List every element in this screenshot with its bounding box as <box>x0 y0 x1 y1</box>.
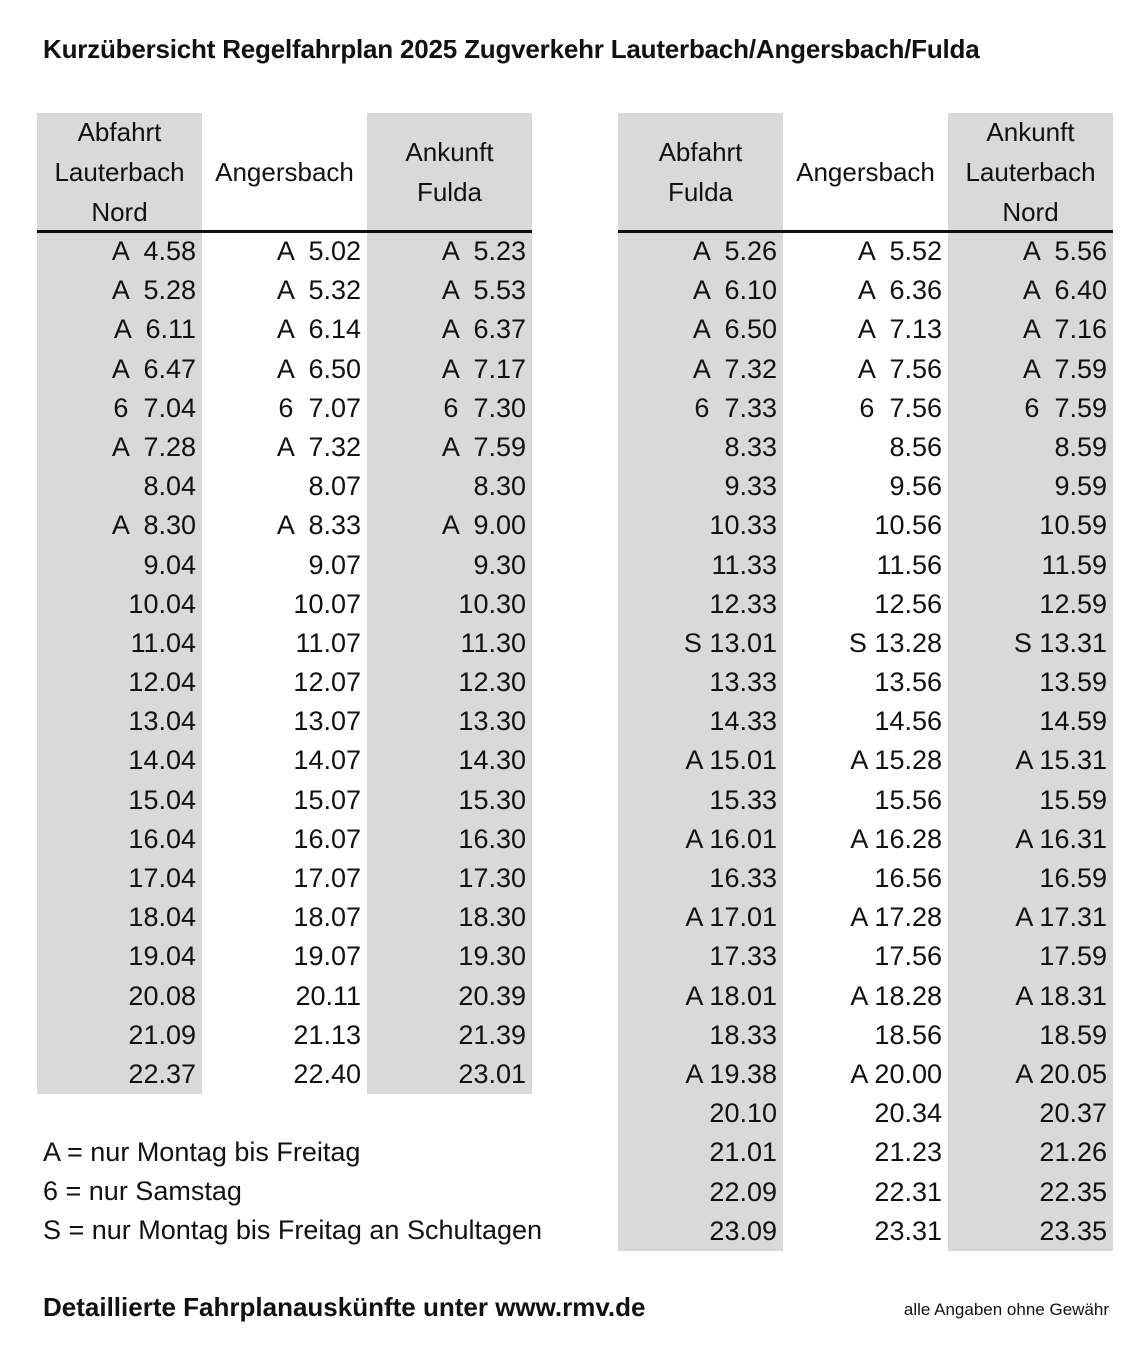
time-cell: A 19.38 <box>685 1058 777 1089</box>
column-cells <box>202 230 367 1094</box>
time-cell: A 15.01 <box>685 745 777 776</box>
time-cell: 18.04 <box>128 902 196 933</box>
column-cells <box>948 230 1113 1251</box>
time-cell: 21.26 <box>1039 1137 1107 1168</box>
time-cell: A 7.16 <box>1022 314 1107 345</box>
left-col-angersbach <box>202 113 367 1094</box>
time-cell: 22.31 <box>874 1176 942 1207</box>
time-cell: 8.59 <box>1054 431 1107 462</box>
time-cell: 15.04 <box>128 784 196 815</box>
time-cell: 13.30 <box>458 706 526 737</box>
time-cell: A 5.28 <box>111 275 196 306</box>
time-cell: 23.31 <box>874 1215 942 1246</box>
time-cell: 17.33 <box>709 941 777 972</box>
time-cell: 21.13 <box>293 1019 361 1050</box>
time-cell: A 6.50 <box>276 353 361 384</box>
footer-info: Detaillierte Fahrplanauskünfte unter www.rmv.de <box>43 1292 646 1322</box>
time-cell: 18.33 <box>709 1019 777 1050</box>
time-cell: 11.30 <box>460 627 526 658</box>
time-cell: 9.30 <box>473 549 526 580</box>
time-cell: 6 7.56 <box>859 392 942 423</box>
time-cell: 18.56 <box>874 1019 942 1050</box>
time-cell: 17.07 <box>293 863 361 893</box>
column-cells <box>37 230 202 1094</box>
time-cell: A 17.31 <box>1015 902 1107 933</box>
right-header-rule <box>618 230 1113 233</box>
time-cell: 10.56 <box>874 510 942 541</box>
time-cell: 22.40 <box>293 1058 361 1089</box>
time-cell: A 8.30 <box>111 510 196 541</box>
time-cell: A 17.01 <box>685 902 777 933</box>
time-cell: A 7.56 <box>857 353 942 384</box>
time-cell: 9.33 <box>724 471 777 502</box>
time-cell: 20.34 <box>874 1098 942 1129</box>
time-cell: 14.04 <box>128 745 196 776</box>
time-cell: A 5.53 <box>441 275 526 306</box>
time-cell: 19.30 <box>458 941 526 972</box>
time-cell: 16.07 <box>293 823 361 854</box>
time-cell: A 7.59 <box>441 431 526 462</box>
time-cell: A 7.13 <box>857 314 942 345</box>
time-cell: A 20.05 <box>1015 1058 1107 1089</box>
time-cell: 15.56 <box>874 784 942 815</box>
time-cell: A 18.28 <box>850 980 942 1011</box>
time-cell: 15.30 <box>458 784 526 815</box>
time-cell: 14.59 <box>1039 706 1107 737</box>
time-cell: A 18.01 <box>685 980 777 1011</box>
time-cell: S 13.31 <box>1013 627 1107 658</box>
time-cell: 17.30 <box>458 863 526 893</box>
time-cell: 15.33 <box>709 784 777 815</box>
time-cell: 16.33 <box>709 863 777 893</box>
time-cell: A 6.36 <box>857 275 942 306</box>
time-cell: 9.56 <box>889 471 942 502</box>
time-cell: 8.04 <box>143 471 196 502</box>
time-cell: A 6.37 <box>441 314 526 345</box>
column-header: Ankunft Lauterbach Nord <box>965 116 1096 227</box>
time-cell: 20.10 <box>709 1098 777 1129</box>
right-col-angersbach <box>783 113 948 1251</box>
time-cell: 20.39 <box>458 980 526 1011</box>
time-cell: 19.07 <box>293 941 361 972</box>
time-cell: 9.59 <box>1054 471 1107 502</box>
time-cell: 14.56 <box>874 706 942 737</box>
left-header-rule <box>37 230 532 233</box>
time-cell: 16.56 <box>874 863 942 893</box>
time-cell: 13.33 <box>709 667 777 698</box>
time-cell: 20.11 <box>295 980 361 1011</box>
column-cells <box>367 230 532 1094</box>
time-cell: A 4.58 <box>111 236 196 266</box>
time-cell: 6 7.07 <box>278 392 361 423</box>
time-cell: 23.09 <box>709 1215 777 1246</box>
time-cell: 12.56 <box>874 588 942 619</box>
time-cell: 20.08 <box>128 980 196 1011</box>
time-cell: A 15.31 <box>1015 745 1107 776</box>
time-cell: 12.04 <box>128 667 196 698</box>
time-cell: 20.37 <box>1039 1098 1107 1129</box>
legend-item-a: A = nur Montag bis Freitag <box>43 1137 361 1167</box>
time-cell: A 6.11 <box>113 314 196 345</box>
time-cell: 16.30 <box>458 823 526 854</box>
time-cell: 12.33 <box>709 588 777 619</box>
time-cell: 12.59 <box>1039 588 1107 619</box>
column-cells <box>783 230 948 1251</box>
time-cell: 6 7.30 <box>443 392 526 423</box>
time-cell: A 6.14 <box>276 314 361 345</box>
time-cell: 8.07 <box>308 471 361 502</box>
time-cell: A 7.59 <box>1022 353 1107 384</box>
time-cell: A 9.00 <box>441 510 526 541</box>
time-cell: 10.07 <box>293 588 361 619</box>
time-cell: 14.30 <box>458 745 526 776</box>
time-cell: S 13.28 <box>848 627 942 658</box>
time-cell: 8.30 <box>473 471 526 502</box>
time-cell: 6 7.04 <box>113 392 196 423</box>
legend-item-6: 6 = nur Samstag <box>43 1176 242 1207</box>
time-cell: 21.23 <box>874 1137 942 1168</box>
time-cell: 12.30 <box>458 667 526 698</box>
time-cell: 18.59 <box>1039 1019 1107 1050</box>
time-cell: 13.59 <box>1039 667 1107 698</box>
left-col-lauterbach-departure <box>37 113 202 1094</box>
time-cell: A 5.32 <box>276 275 361 306</box>
time-cell: 10.04 <box>128 588 196 619</box>
page-title: Kurzübersicht Regelfahrplan 2025 Zugverkehr Lauterbach/Angersbach/Fulda <box>43 34 980 64</box>
column-header: Ankunft Fulda <box>405 136 494 207</box>
time-cell: 17.04 <box>128 863 196 893</box>
time-cell: 17.59 <box>1039 941 1107 972</box>
time-cell: 6 7.33 <box>694 392 777 423</box>
time-cell: 23.35 <box>1039 1215 1107 1246</box>
time-cell: 11.07 <box>295 627 361 658</box>
time-cell: A 5.52 <box>857 236 942 266</box>
time-cell: A 7.32 <box>276 431 361 462</box>
time-cell: 13.04 <box>128 706 196 737</box>
time-cell: A 6.50 <box>692 314 777 345</box>
time-cell: 15.59 <box>1039 784 1107 815</box>
time-cell: 10.33 <box>709 510 777 541</box>
legend-item-s: S = nur Montag bis Freitag an Schultagen <box>43 1215 543 1246</box>
column-header: Abfahrt Lauterbach Nord <box>54 116 185 227</box>
column-header: Angersbach <box>796 156 935 187</box>
disclaimer: alle Angaben ohne Gewähr <box>903 1300 1109 1319</box>
time-cell: 22.09 <box>709 1176 777 1207</box>
time-cell: 8.56 <box>889 431 942 462</box>
time-cell: A 5.23 <box>441 236 526 266</box>
time-cell: 19.04 <box>128 941 196 972</box>
time-cell: A 7.28 <box>111 431 196 462</box>
time-cell: A 16.01 <box>685 823 777 854</box>
time-cell: 18.30 <box>458 902 526 933</box>
time-cell: 21.09 <box>128 1019 196 1050</box>
time-cell: 15.07 <box>293 784 361 815</box>
time-cell: A 7.32 <box>692 353 777 384</box>
time-cell: 17.56 <box>874 941 942 972</box>
right-col-fulda-departure <box>618 113 783 1251</box>
time-cell: A 16.28 <box>850 823 942 854</box>
time-cell: 9.04 <box>143 549 196 580</box>
column-header: Angersbach <box>215 156 354 187</box>
time-cell: 11.04 <box>130 627 196 658</box>
time-cell: 21.39 <box>458 1019 526 1050</box>
time-cell: 13.07 <box>293 706 361 737</box>
time-cell: 11.33 <box>711 549 777 580</box>
time-cell: 22.35 <box>1039 1176 1107 1207</box>
right-col-lauterbach-arrival <box>948 113 1113 1251</box>
time-cell: 11.56 <box>876 549 942 580</box>
time-cell: A 17.28 <box>850 902 942 933</box>
time-cell: 14.33 <box>709 706 777 737</box>
time-cell: 8.33 <box>724 431 777 462</box>
time-cell: S 13.01 <box>683 627 777 658</box>
time-cell: A 5.56 <box>1022 236 1107 266</box>
time-cell: 6 7.59 <box>1024 392 1107 423</box>
time-cell: 18.07 <box>293 902 361 933</box>
time-cell: 16.04 <box>128 823 196 854</box>
time-cell: A 15.28 <box>850 745 942 776</box>
time-cell: A 16.31 <box>1015 823 1107 854</box>
time-cell: 11.59 <box>1041 549 1107 580</box>
time-cell: 16.59 <box>1039 863 1107 893</box>
time-cell: 12.07 <box>293 667 361 698</box>
column-header: Abfahrt Fulda <box>658 136 743 207</box>
time-cell: A 8.33 <box>276 510 361 541</box>
time-cell: 14.07 <box>293 745 361 776</box>
time-cell: A 20.00 <box>850 1058 942 1089</box>
time-cell: 9.07 <box>308 549 361 580</box>
time-cell: A 5.26 <box>692 236 777 266</box>
time-cell: 13.56 <box>874 667 942 698</box>
time-cell: 10.30 <box>458 588 526 619</box>
time-cell: A 6.40 <box>1022 275 1107 306</box>
time-cell: A 6.47 <box>111 353 196 384</box>
time-cell: 22.37 <box>128 1058 196 1089</box>
legend <box>43 1133 542 1251</box>
time-cell: 23.01 <box>458 1058 526 1089</box>
time-cell: A 6.10 <box>692 275 777 306</box>
time-cell: A 5.02 <box>276 236 361 266</box>
time-cell: 21.01 <box>709 1137 777 1168</box>
left-col-fulda-arrival <box>367 113 532 1094</box>
time-cell: 10.59 <box>1039 510 1107 541</box>
time-cell: A 7.17 <box>441 353 526 384</box>
column-cells <box>618 230 783 1251</box>
time-cell: A 18.31 <box>1015 980 1107 1011</box>
